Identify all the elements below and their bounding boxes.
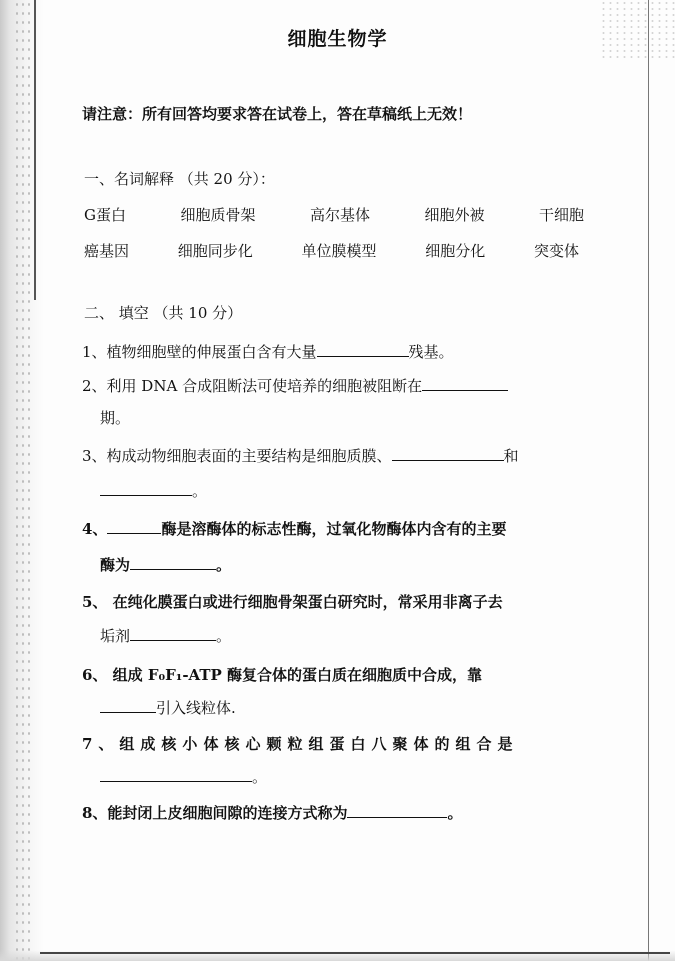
question-6-cont: 引入线粒体. [100,692,610,724]
term: 高尔基体 [309,206,370,224]
answer-blank[interactable] [107,515,161,534]
terms-row-1 [84,204,584,225]
answer-blank[interactable] [317,338,409,357]
question-5-cont: 垢剂 。 [100,620,610,652]
answer-blank[interactable] [100,694,156,713]
answer-blank[interactable] [130,622,216,641]
answer-blank[interactable] [422,372,508,391]
exam-notice: 请注意：所有回答均要求答在试卷上，答在草稿纸上无效！ [82,105,473,123]
answer-blank[interactable] [130,551,216,570]
answer-blank[interactable] [100,477,192,496]
question-4: 4、 酶是溶酶体的标志性酶，过氧化物酶体内含有的主要 [82,513,592,545]
terms-row-2 [84,240,579,261]
question-4-cont: 酶为 。 [100,549,610,581]
scan-noise-left [14,0,34,961]
term: 干细胞 [538,206,584,224]
question-5: 5、 在纯化膜蛋白或进行细胞骨架蛋白研究时，常采用非离子去 [82,593,503,611]
scan-edge-bottom-line [40,952,670,954]
term: 突变体 [533,242,579,260]
term: 细胞质骨架 [180,206,256,224]
scan-edge-right [648,0,649,961]
question-2: 2、利用 DNA 合成阻断法可使培养的细胞被阻断在 [82,370,592,402]
answer-blank[interactable] [392,442,504,461]
answer-blank[interactable] [100,763,252,782]
question-6: 6、 组成 F₀F₁-ATP 酶复合体的蛋白质在细胞质中合成，靠 [82,666,483,684]
exam-title: 细胞生物学 [287,28,388,50]
answer-blank[interactable] [347,799,447,818]
question-7: 7、组成核小体核心颗粒组蛋白八聚体的组合是 [82,735,519,753]
section-1-heading: 一、名词解释 （共 20 分）： [84,170,275,188]
term: 细胞分化 [425,242,486,260]
term: G蛋白 [84,206,126,224]
term: 细胞外被 [424,206,485,224]
question-8: 8、能封闭上皮细胞间隙的连接方式称为 。 [82,797,592,829]
section-2-heading: 二、 填空 （共 10 分） [84,304,243,322]
question-3-cont: 。 [100,475,610,507]
question-7-cont: 。 [100,761,610,793]
question-2-cont: 期。 [100,409,131,427]
term: 单位膜模型 [301,242,377,260]
term: 细胞同步化 [177,242,253,260]
term: 癌基因 [84,242,130,260]
question-3: 3、构成动物细胞表面的主要结构是细胞质膜、 和 [82,440,592,472]
question-1: 1、植物细胞壁的伸展蛋白含有大量 残基。 [82,336,592,368]
